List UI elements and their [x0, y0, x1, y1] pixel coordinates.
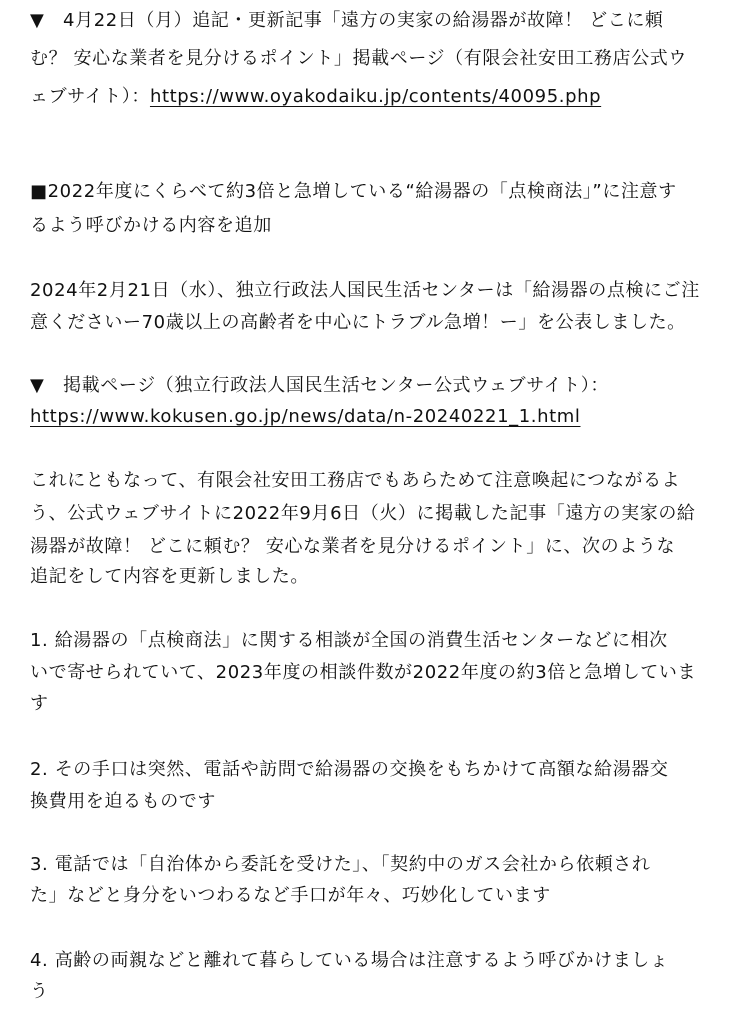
notice-line-1: ▼ 4月22日（月）追記・更新記事「遠方の実家の給湯器が故障！ どこに頼 — [30, 10, 664, 31]
para2-line-1: これにともなって、有限会社安田工務店でもあらためて注意喚起につながるよ — [30, 470, 681, 491]
item-2-line-1: 2. その手口は突然、電話や訪問で給湯器の交換をもちかけて高額な給湯器交 — [30, 759, 669, 780]
item-4-line-1: 4. 高齢の両親などと離れて暮らしている場合は注意するよう呼びかけましょ — [30, 950, 669, 971]
notice-line-2: む？ 安心な業者を見分けるポイント」掲載ページ（有限会社安田工務店公式ウ — [30, 48, 687, 69]
para2-line-2: う、公式ウェブサイトに2022年9月6日（火）に掲載した記事「遠方の実家の給 — [30, 503, 696, 524]
item-1-line-1: 1. 給湯器の「点検商法」に関する相談が全国の消費生活センターなどに相次 — [30, 630, 668, 651]
item-3-line-1: 3. 電話では「自治体から委託を受けた」、「契約中のガス会社から依頼され — [30, 854, 651, 875]
heading-line-1: ■2022年度にくらべて約3倍と急増している“給湯器の「点検商法」”に注意す — [30, 181, 677, 202]
oyakodaiku-article-link[interactable]: https://www.oyakodaiku.jp/contents/40095.php — [149, 86, 602, 107]
item-1-line-2: いで寄せられていて、2023年度の相談件数が2022年度の約3倍と急増していま — [30, 662, 697, 683]
item-1-line-3: す — [30, 693, 49, 714]
para2-line-4: 追記をして内容を更新しました。 — [30, 566, 309, 587]
item-4-line-2: う — [30, 981, 49, 1002]
heading-line-2: るよう呼びかける内容を追加 — [30, 215, 272, 236]
para2-line-3: 湯器が故障！ どこに頼む？ 安心な業者を見分けるポイント」に、次のような — [30, 536, 676, 557]
kokusen-news-link[interactable]: https://www.kokusen.go.jp/news/data/n-20240221_1.html — [30, 406, 581, 427]
para1-line-2: 意くださいー70歳以上の高齢者を中心にトラブル急増！ー」を公表しました。 — [30, 312, 686, 333]
item-3-line-2: た」などと身分をいつわるなど手口が年々、巧妙化しています — [30, 885, 551, 906]
para1-line-1: 2024年2月21日（水）、独立行政法人国民生活センターは「給湯器の点検にご注 — [30, 280, 700, 301]
item-2-line-2: 換費用を迫るものです — [30, 791, 216, 812]
reference-line-1: ▼ 掲載ページ（独立行政法人国民生活センター公式ウェブサイト）： — [30, 375, 609, 396]
notice-line-3-prefix: ェブサイト）： — [30, 86, 150, 107]
notice-line-3 — [30, 85, 720, 109]
reference-link-line — [30, 405, 720, 429]
